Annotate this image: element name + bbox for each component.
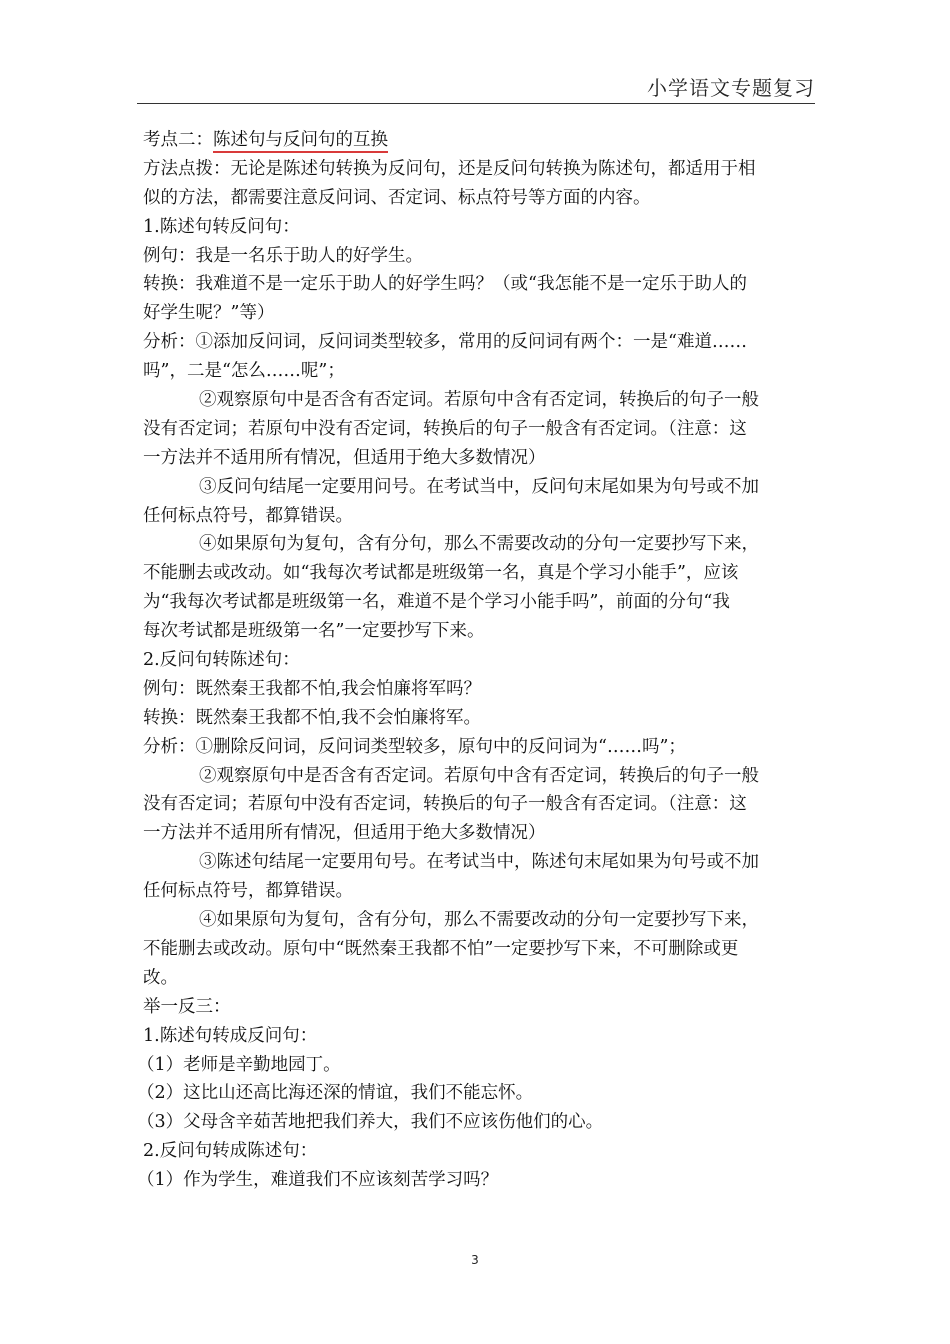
text-line: 吗”，二是“怎么……呢”； [143,361,345,382]
practice-heading: 举一反三： [143,996,231,1017]
analysis-point: ③陈述句结尾一定要用句号。在考试当中，陈述句末尾如果为句号或不加 [199,852,759,873]
analysis-point: ④如果原句为复句，含有分句，那么不需要改动的分句一定要抄写下来， [199,534,759,555]
text-line: 为“我每次考试都是班级第一名，难道不是个学习小能手吗”，前面的分句“我 [143,592,730,613]
text-line: 似的方法，都需要注意反问词、否定词、标点符号等方面的内容。 [143,187,651,208]
analysis-point: ②观察原句中是否含有否定词。若原句中含有否定词，转换后的句子一般 [199,390,759,411]
subheading-statement-to-rhetorical: 1.陈述句转反问句： [143,216,300,237]
text-line: 没有否定词；若原句中没有否定词，转换后的句子一般含有否定词。（注意：这 [143,418,747,439]
example-line: 例句：既然秦王我都不怕,我会怕廉将军吗？ [143,678,482,699]
practice-subheading: 2.反问句转成陈述句： [143,1141,318,1162]
text-line: 好学生呢？”等） [143,303,275,324]
practice-item: （2）这比山还高比海还深的情谊，我们不能忘怀。 [137,1083,534,1104]
section-title: 陈述句与反问句的互换 [213,130,388,153]
text-line: 任何标点符号，都算错误。 [143,505,353,526]
section-heading [143,126,813,155]
text-line: 没有否定词；若原句中没有否定词，转换后的句子一般含有否定词。（注意：这 [143,794,747,815]
section-label: 考点二： [143,130,213,150]
text-line: 一方法并不适用所有情况，但适用于绝大多数情况） [143,447,546,468]
text-line: 每次考试都是班级第一名”一定要抄写下来。 [143,621,485,642]
practice-subheading: 1.陈述句转成反问句： [143,1025,318,1046]
analysis-point: ④如果原句为复句，含有分句，那么不需要改动的分句一定要抄写下来， [199,910,759,931]
header-divider [137,103,815,104]
analysis-line: 分析：①删除反问词，反问词类型较多，原句中的反问词为“……吗”； [143,736,686,757]
practice-item: （3）父母含辛茹苦地把我们养大，我们不应该伤他们的心。 [137,1112,604,1133]
document-header-title: 小学语文专题复习 [647,76,815,100]
analysis-point: ②观察原句中是否含有否定词。若原句中含有否定词，转换后的句子一般 [199,765,759,786]
practice-item: （1）作为学生，难道我们不应该刻苦学习吗？ [137,1170,499,1191]
document-body [137,126,813,1195]
subheading-rhetorical-to-statement: 2.反问句转陈述句： [143,650,300,671]
analysis-line: 分析：①添加反问词，反问词类型较多，常用的反问词有两个：一是“难道…… [143,332,747,353]
text-line: 改。 [143,967,178,988]
practice-item: （1）老师是辛勤地园丁。 [137,1054,341,1075]
conversion-line: 转换：既然秦王我都不怕,我不会怕廉将军。 [143,707,482,728]
analysis-point: ③反问句结尾一定要用问号。在考试当中，反问句末尾如果为句号或不加 [199,476,759,497]
page-number: 3 [471,1253,479,1267]
conversion-line: 转换：我难道不是一定乐于助人的好学生吗？（或“我怎能不是一定乐于助人的 [143,274,747,295]
text-line: 一方法并不适用所有情况，但适用于绝大多数情况） [143,823,546,844]
text-line: 不能删去或改动。如“我每次考试都是班级第一名，真是个学习小能手”，应该 [143,563,739,584]
text-line: 方法点拨：无论是陈述句转换为反问句，还是反问句转换为陈述句，都适用于相 [143,158,756,179]
text-line: 任何标点符号，都算错误。 [143,881,353,902]
example-line: 例句：我是一名乐于助人的好学生。 [143,245,423,266]
text-line: 不能删去或改动。原句中“既然秦王我都不怕”一定要抄写下来，不可删除或更 [143,938,739,959]
